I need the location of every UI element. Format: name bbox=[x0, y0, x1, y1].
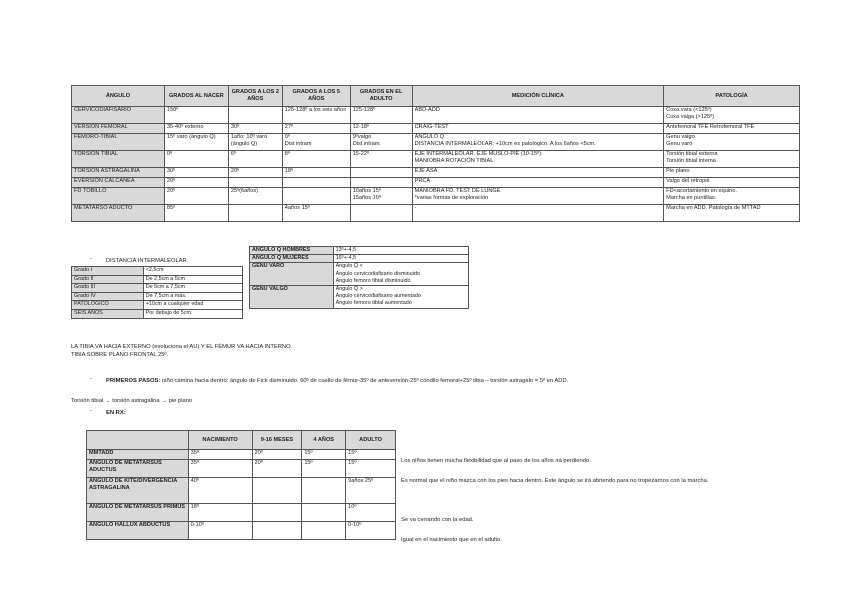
col-header: 9-16 MESES bbox=[252, 431, 302, 450]
table-cell bbox=[302, 522, 346, 540]
row-label: TORSIÓN TIBIAL bbox=[72, 151, 165, 168]
bullet-dash: - bbox=[90, 376, 92, 382]
table-cell: 15º bbox=[346, 450, 396, 460]
table-cell: 0º Dist intram bbox=[282, 134, 350, 151]
table-row bbox=[250, 286, 469, 309]
table-cell: De 7,5cm a más. bbox=[143, 292, 242, 301]
table-cell: 15º bbox=[302, 460, 346, 478]
row-label: FD TOBILLO bbox=[72, 188, 165, 205]
table-cell: 15º bbox=[346, 460, 396, 478]
table-row bbox=[250, 255, 469, 263]
table-row bbox=[72, 267, 243, 276]
table-row bbox=[72, 134, 800, 151]
table-cell: PRCA bbox=[412, 178, 664, 188]
table-cell: EJE ASA bbox=[412, 168, 664, 178]
table-cell: 12-18º bbox=[350, 124, 412, 134]
col-header: 4 AÑOS bbox=[302, 431, 346, 450]
table-cell: 1año: 10º varo (ángulo Q) bbox=[228, 134, 282, 151]
row-label: MMTADD bbox=[87, 450, 189, 460]
row-label: Grado I bbox=[72, 267, 144, 276]
rx-note: Es normal que el niño mazca con los pies hacia dentro. Este ángulo se irá abriendo para no tropezarnos con la marcha. bbox=[401, 478, 709, 484]
table-cell: ABD-ADD bbox=[412, 107, 664, 124]
table-cell: 125-128º bbox=[350, 107, 412, 124]
table-cell: 4años 15º bbox=[282, 205, 350, 222]
table-cell bbox=[350, 168, 412, 178]
col-header: PATOLOGÍA bbox=[664, 86, 800, 107]
table-row bbox=[72, 168, 800, 178]
col-header: NACIMIENTO bbox=[188, 431, 252, 450]
row-label: ÁNGULO DE KITE/DIVERGENCIA ASTRAGALINA bbox=[87, 478, 189, 504]
row-label: EVERSIÓN CALCÁNEA bbox=[72, 178, 165, 188]
table-cell: 18º bbox=[282, 168, 350, 178]
angles-table bbox=[71, 85, 800, 222]
table-row bbox=[72, 124, 800, 134]
table-cell: 20º bbox=[164, 178, 228, 188]
en-rx-label: EN RX: bbox=[106, 410, 126, 416]
table-cell bbox=[252, 522, 302, 540]
table-row bbox=[87, 522, 396, 540]
table-cell: Torsión tibial externa Torsión tibial interna bbox=[664, 151, 800, 168]
table-cell bbox=[228, 107, 282, 124]
table-cell: Genu valgo Genu varo bbox=[664, 134, 800, 151]
col-header: ÁNGULO bbox=[72, 86, 165, 107]
row-label: Grado III bbox=[72, 284, 144, 293]
row-label: ÁNGULO HALLUX ABDUCTUS bbox=[87, 522, 189, 540]
row-label: VERSIÓN FEMORAL bbox=[72, 124, 165, 134]
table-row bbox=[87, 504, 396, 522]
row-label: ÁNGULO DE METATARSUS ADUCTUS bbox=[87, 460, 189, 478]
table-cell: De 2,5cm a 5cm bbox=[143, 275, 242, 284]
row-label: PATOLÓGICO bbox=[72, 301, 144, 310]
table-cell bbox=[228, 205, 282, 222]
table-cell: 125-128º a los seis años bbox=[282, 107, 350, 124]
bullet-dash: - bbox=[90, 408, 92, 414]
table-row bbox=[72, 107, 800, 124]
row-label: TORSIÓN ASTRAGALINA bbox=[72, 168, 165, 178]
table-cell: 10años 15º 15años 10º bbox=[350, 188, 412, 205]
table-cell: 20º bbox=[228, 168, 282, 178]
table-row bbox=[87, 450, 396, 460]
table-cell: 30º bbox=[228, 124, 282, 134]
table-cell: 30º bbox=[164, 168, 228, 178]
angulo-q-table bbox=[249, 246, 469, 309]
table-cell bbox=[350, 178, 412, 188]
table-cell: 35º bbox=[188, 460, 252, 478]
table-row bbox=[72, 275, 243, 284]
table-cell bbox=[302, 504, 346, 522]
row-label: SEIS AÑOS bbox=[72, 309, 144, 318]
table-row bbox=[72, 301, 243, 310]
table-row bbox=[72, 292, 243, 301]
table-row bbox=[72, 151, 800, 168]
table-cell: Pie plano bbox=[664, 168, 800, 178]
table-cell: 40º bbox=[188, 478, 252, 504]
table-header-row bbox=[72, 86, 800, 107]
table-cell: 18º bbox=[188, 504, 252, 522]
table-cell bbox=[282, 188, 350, 205]
primeros-pasos bbox=[106, 378, 568, 385]
table-cell: ÁNGULO Q DISTANCIA INTERMALEOLAR: +10cm es patológico. A los 6años <5cm. bbox=[412, 134, 664, 151]
table-cell: 6º bbox=[228, 151, 282, 168]
row-label: Grado II bbox=[72, 275, 144, 284]
row-label: Grado IV bbox=[72, 292, 144, 301]
q-women-label: ÁNGULO Q MUJERES bbox=[250, 255, 334, 263]
table-cell: 9ºvalgo Dist intram. bbox=[350, 134, 412, 151]
table-cell: 15-22º bbox=[350, 151, 412, 168]
table-cell bbox=[302, 478, 346, 504]
table-cell: Por debajo de 5cm. bbox=[143, 309, 242, 318]
table-cell: Marcha en ADD. Patología de MTTAD bbox=[664, 205, 800, 222]
table-cell: 15º bbox=[302, 450, 346, 460]
tibia-text: LA TIBIA VA HACIA EXTERNO (evoluciona el AU) Y EL FÉMUR VA HACIA INTERNO. bbox=[71, 344, 293, 350]
distancia-label: DISTANCIA INTERMALEOLAR bbox=[106, 258, 187, 264]
rx-note: Se va cerrando con la edad. bbox=[401, 517, 474, 523]
table-cell: 35-40º externo bbox=[164, 124, 228, 134]
table-cell: De 5cm a 7,5cm bbox=[143, 284, 242, 293]
tibia-text-2: TIBIA SOBRE PLANO FRONTAL 25º. bbox=[71, 352, 169, 358]
table-cell: CRAIG-TEST bbox=[412, 124, 664, 134]
col-header bbox=[87, 431, 189, 450]
table-cell bbox=[252, 504, 302, 522]
table-cell: - bbox=[412, 205, 664, 222]
table-cell: 8º bbox=[282, 151, 350, 168]
row-label: CERVICODIAFISARIO bbox=[72, 107, 165, 124]
table-cell: 20º bbox=[252, 460, 302, 478]
table-cell bbox=[350, 205, 412, 222]
table-cell: 85º bbox=[164, 205, 228, 222]
q-men-label: ÁNGULO Q HOMBRES bbox=[250, 247, 334, 255]
col-header: GRADOS AL NACER bbox=[164, 86, 228, 107]
table-cell: 25º(6años) bbox=[228, 188, 282, 205]
table-cell: 150º bbox=[164, 107, 228, 124]
table-cell: Coxa vara (<125º) Coxa valga (>125º) bbox=[664, 107, 800, 124]
table-row bbox=[72, 205, 800, 222]
table-row bbox=[250, 263, 469, 286]
genu-valgo-text: Ángulo Q > Ángulo cervicodiafisario aumentado Ángulo femoro tibial aumentado bbox=[333, 286, 468, 309]
row-label: FEMORO-TIBIAL bbox=[72, 134, 165, 151]
table-cell: Valgo del retropié bbox=[664, 178, 800, 188]
col-header: MEDICIÓN CLÍNICA bbox=[412, 86, 664, 107]
primeros-text: niño camina hacia dentro: ángulo de Fick disminuido. 60º de cuello de fémur-35º de anteversión-25º cóndilo femoral+25º tibia – torsión astragalo = 5º en ADD. bbox=[161, 378, 569, 384]
table-cell: 15º varo (ángulo Q) bbox=[164, 134, 228, 151]
bullet-dash: - bbox=[90, 256, 92, 262]
table-cell: 9años 25º bbox=[346, 478, 396, 504]
table-cell: 0-10º bbox=[346, 522, 396, 540]
table-cell: FD<acortamiento en equino. Marcha en puntillas. bbox=[664, 188, 800, 205]
table-cell bbox=[228, 178, 282, 188]
table-cell: +10cm a cualquier edad bbox=[143, 301, 242, 310]
rx-note: Igual en el nacimiento que en el adulto. bbox=[401, 537, 502, 543]
table-cell: MANIOBRA FD. TEST DE LUNGE *varias formas de exploración bbox=[412, 188, 664, 205]
table-row bbox=[72, 284, 243, 293]
table-cell: EJE INTERMALEOLAR. EJE MUSLO-PIE (10-15º). MANIOBRA ROTACIÓN TIBIAL bbox=[412, 151, 664, 168]
table-row bbox=[87, 460, 396, 478]
genu-valgo-label: GENU VALGO bbox=[250, 286, 334, 309]
table-row bbox=[87, 478, 396, 504]
table-cell: 0º bbox=[164, 151, 228, 168]
table-header-row bbox=[87, 431, 396, 450]
table-row bbox=[72, 309, 243, 318]
table-cell: 0-10º bbox=[188, 522, 252, 540]
table-row bbox=[250, 247, 469, 255]
table-cell: <2,5cm bbox=[143, 267, 242, 276]
table-cell bbox=[282, 178, 350, 188]
q-women-value: 16º+-4,5 bbox=[333, 255, 468, 263]
table-cell: 20º bbox=[164, 188, 228, 205]
col-header: GRADOS A LOS 5 AÑOS bbox=[282, 86, 350, 107]
grades-table bbox=[71, 266, 243, 319]
rx-table bbox=[86, 430, 396, 540]
table-row bbox=[72, 178, 800, 188]
col-header: GRADOS EN EL ADULTO bbox=[350, 86, 412, 107]
table-row bbox=[72, 188, 800, 205]
torsion-text: Torsión tibial → torsión astragalina → pie plano bbox=[71, 398, 193, 404]
row-label: METATARSO ADUCTO bbox=[72, 205, 165, 222]
row-label: ÁNGULO DE METATARSUS PRIMUS bbox=[87, 504, 189, 522]
genu-varo-label: GENU VARO bbox=[250, 263, 334, 286]
col-header: ADULTO bbox=[346, 431, 396, 450]
primeros-label: PRIMEROS PASOS: bbox=[106, 378, 161, 384]
table-cell: 10º bbox=[346, 504, 396, 522]
table-cell: 27º bbox=[282, 124, 350, 134]
table-cell: Antefemoral TFE Retrofemoral TFE bbox=[664, 124, 800, 134]
q-men-value: 13º+-4,5 bbox=[333, 247, 468, 255]
col-header: GRADOS A LOS 2 AÑOS bbox=[228, 86, 282, 107]
table-cell bbox=[252, 478, 302, 504]
rx-note: Los niños tienen mucha flexibilidad que al paso de los años irá perdiendo. bbox=[401, 458, 591, 464]
genu-varo-text: Ángulo Q < Ángulo cervicodiafisario disminuido Ángulo femoro tibial disminuido bbox=[333, 263, 468, 286]
table-cell: 35º bbox=[188, 450, 252, 460]
table-cell: 20º bbox=[252, 450, 302, 460]
